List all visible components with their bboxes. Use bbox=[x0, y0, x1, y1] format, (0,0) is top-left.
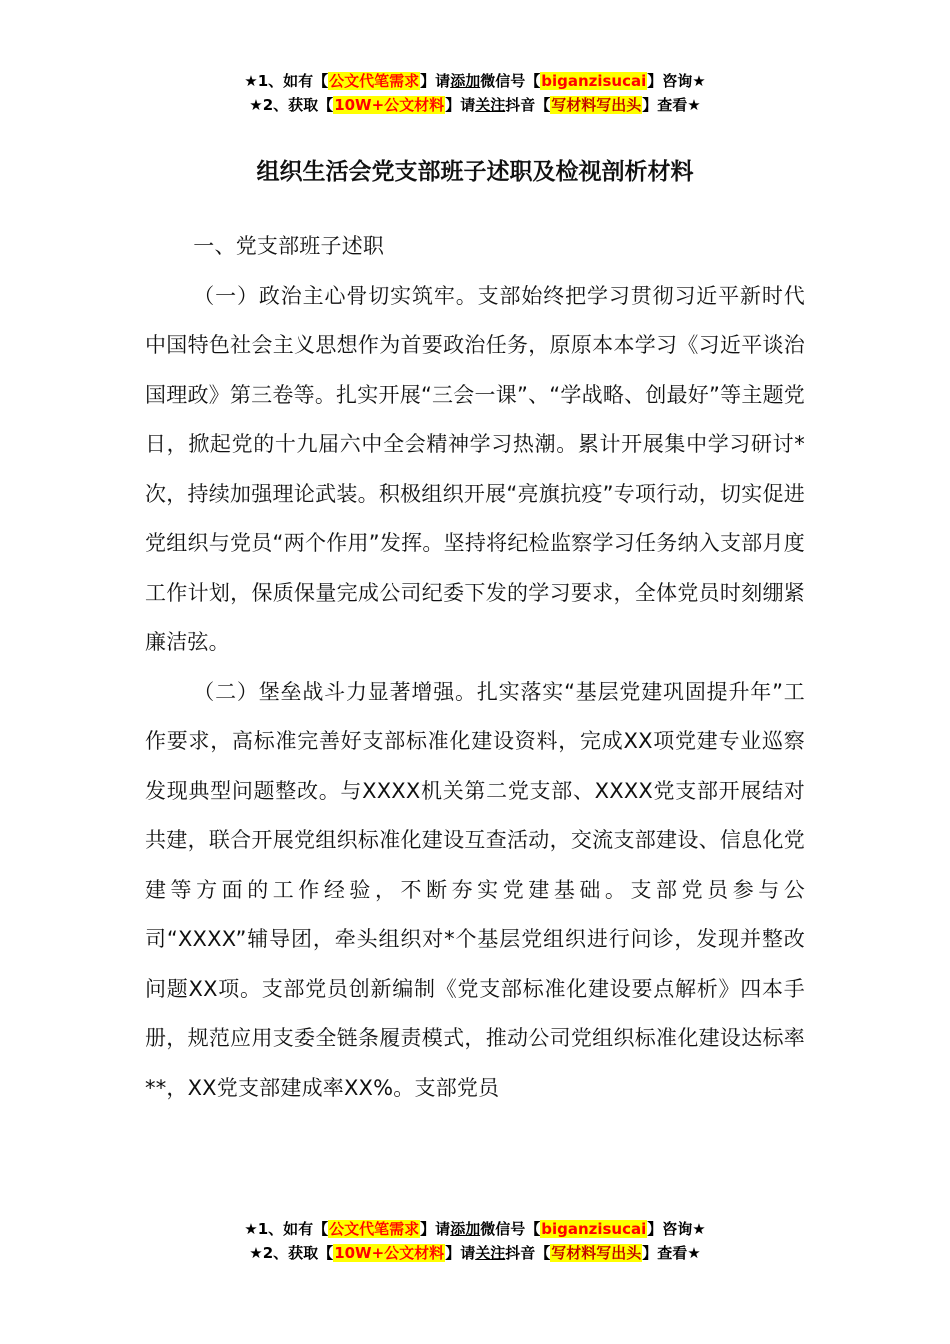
banner-text: 】查看★ bbox=[642, 96, 701, 114]
douyin-id-highlight: 写材料写出头 bbox=[551, 96, 642, 114]
banner-highlight: 公文代笔需求 bbox=[329, 1220, 420, 1238]
banner-text: 】请 bbox=[445, 96, 476, 114]
banner-line-2 bbox=[0, 1241, 950, 1265]
banner-text: 微信号【 bbox=[480, 1220, 541, 1238]
banner-text: 】咨询★ bbox=[647, 1220, 706, 1238]
banner-text: ★1、如有【 bbox=[244, 72, 329, 90]
banner-text: 】请 bbox=[445, 1244, 476, 1262]
banner-text: ★1、如有【 bbox=[244, 1220, 329, 1238]
banner-text: 】请 bbox=[420, 1220, 451, 1238]
douyin-id-highlight: 写材料写出头 bbox=[551, 1244, 642, 1262]
banner-line-1 bbox=[0, 1217, 950, 1241]
banner-text: 微信号【 bbox=[480, 72, 541, 90]
section-heading: 一、党支部班子述职 bbox=[193, 234, 385, 258]
banner-highlight: 公文代笔需求 bbox=[329, 72, 420, 90]
banner-text: ★2、获取【 bbox=[249, 96, 334, 114]
wechat-id-highlight: biganzisucai bbox=[541, 72, 647, 90]
banner-underlined-text: 关注 bbox=[475, 96, 506, 114]
paragraph-2: （二）堡垒战斗力显著增强。扎实落实“基层党建巩固提升年”工作要求，高标准完善好支部标准化建设资料，完成XX项党建专业巡察发现典型问题整改。与XXXX机关第二党支部、XXXX党支部开展结对共建，联合开展党组织标准化建设互查活动，交流支部建设、信息化党建等方面的工作经验，不断夯实党建基础。支部党员参与公司“XXXX”辅导团，牵头组织对*个基层党组织进行问诊，发现并整改问题XX项。支部党员创新编制《党支部标准化建设要点解析》四本手册，规范应用支委全链条履责模式，推动公司党组织标准化建设达标率**，XX党支部建成率XX%。支部党员 bbox=[145, 679, 805, 1100]
banner-text: 】咨询★ bbox=[647, 72, 706, 90]
document-body bbox=[145, 222, 805, 1113]
banner-highlight: 10W+公文材料 bbox=[334, 1244, 445, 1262]
banner-underlined-text: 添加 bbox=[450, 1220, 481, 1238]
header-banner bbox=[0, 69, 950, 117]
banner-underlined-text: 添加 bbox=[450, 72, 481, 90]
footer-banner bbox=[0, 1217, 950, 1265]
banner-underlined-text: 关注 bbox=[475, 1244, 506, 1262]
banner-text: ★2、获取【 bbox=[249, 1244, 334, 1262]
banner-highlight: 10W+公文材料 bbox=[334, 96, 445, 114]
paragraph-1: （一）政治主心骨切实筑牢。支部始终把学习贯彻习近平新时代中国特色社会主义思想作为首要政治任务，原原本本学习《习近平谈治国理政》第三卷等。扎实开展“三会一课”、“学战略、创最好”等主题党日，掀起党的十九届六中全会精神学习热潮。累计开展集中学习研讨*次，持续加强理论武装。积极组织开展“亮旗抗疫”专项行动，切实促进党组织与党员“两个作用”发挥。坚持将纪检监察学习任务纳入支部月度工作计划，保质保量完成公司纪委下发的学习要求，全体党员时刻绷紧廉洁弦。 bbox=[145, 283, 805, 654]
banner-line-1 bbox=[0, 69, 950, 93]
banner-text: 抖音【 bbox=[505, 96, 551, 114]
wechat-id-highlight: biganzisucai bbox=[541, 1220, 647, 1238]
document-title: 组织生活会党支部班子述职及检视剖析材料 bbox=[256, 159, 694, 185]
banner-text: 】请 bbox=[420, 72, 451, 90]
banner-line-2 bbox=[0, 93, 950, 117]
banner-text: 抖音【 bbox=[505, 1244, 551, 1262]
banner-text: 】查看★ bbox=[642, 1244, 701, 1262]
